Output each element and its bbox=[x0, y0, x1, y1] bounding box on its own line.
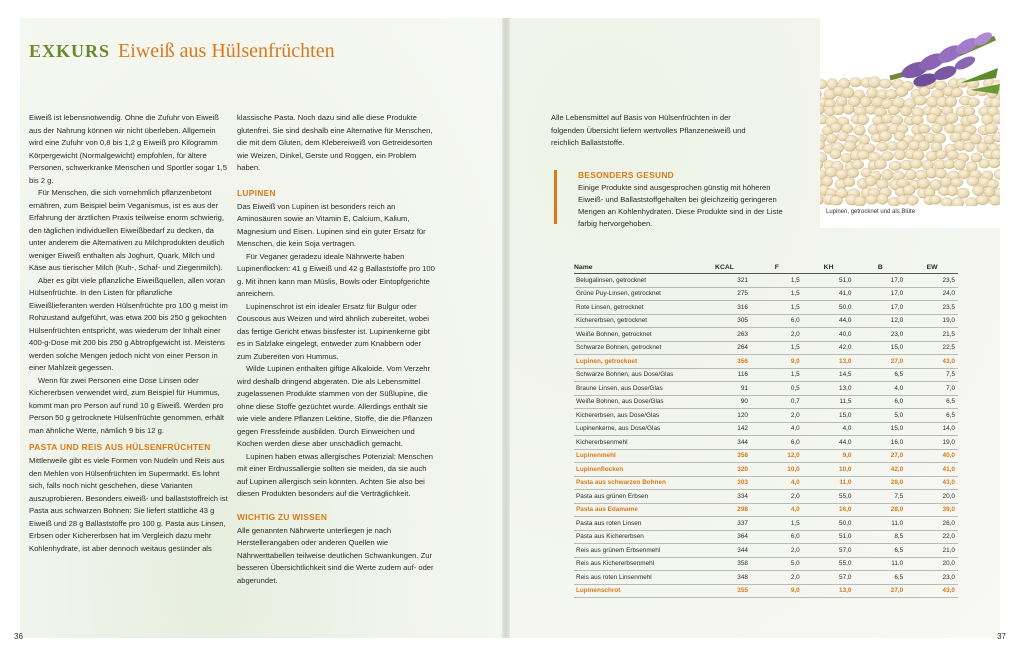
bean-shape bbox=[976, 195, 989, 205]
cell-ew: 20,0 bbox=[906, 557, 958, 571]
cell-name: Weiße Bohnen, getrocknet bbox=[574, 328, 698, 342]
cell-ew: 22,0 bbox=[906, 530, 958, 544]
bean-shape bbox=[945, 113, 958, 124]
cell-f: 2,0 bbox=[751, 409, 803, 423]
cell-b: 6,5 bbox=[854, 571, 906, 585]
bean-shape bbox=[865, 176, 877, 187]
cell-name: Grüne Puy-Linsen, getrocknet bbox=[574, 287, 698, 301]
cell-name: Kichererbsen, aus Dose/Glas bbox=[574, 409, 698, 423]
table-row bbox=[574, 436, 958, 450]
cell-b: 42,0 bbox=[854, 463, 906, 477]
bean-shape bbox=[853, 125, 865, 135]
bean-shape bbox=[903, 185, 915, 196]
bean-shape bbox=[900, 106, 911, 116]
cell-b: 28,0 bbox=[854, 476, 906, 490]
cell-kh: 11,0 bbox=[803, 476, 855, 490]
accent-bar bbox=[554, 170, 557, 224]
cell-b: 17,0 bbox=[854, 274, 906, 288]
cell-kcal: 337 bbox=[698, 517, 751, 531]
paragraph: klassische Pasta. Noch dazu sind alle diese Produkte glutenfrei. Sie sind deshalb eine Alternative für Menschen, die mit dem Gluten, dem Klebereiweiß von Getreidesorten wie Weizen, Dinkel, Gerste und Roggen, ein Problem haben. bbox=[237, 113, 433, 172]
cell-kcal: 142 bbox=[698, 422, 751, 436]
page-number-left: 36 bbox=[14, 632, 23, 641]
cell-f: 2,0 bbox=[751, 490, 803, 504]
paragraph: Eiweiß ist lebensnotwendig. Ohne die Zufuhr von Eiweiß aus der Nahrung können wir nicht überleben. Allgemein wird eine Zufuhr von 0,8 bis 1,2 g Eiweiß pro Kilogramm Körpergewicht (Normalgewicht) empfohlen, für ältere Personen, schwerkranke Menschen und Sportler sogar 1,5 bis 2 g. bbox=[29, 113, 227, 185]
bean-shape bbox=[882, 169, 894, 180]
bean-shape bbox=[985, 123, 998, 133]
cell-f: 5,0 bbox=[751, 557, 803, 571]
bean-shape bbox=[879, 79, 892, 88]
cell-f: 12,0 bbox=[751, 449, 803, 463]
paragraph: Lupinenschrot ist ein idealer Ersatz für Bulgur oder Couscous aus Weizen und wird ähnlich zubereitet, wobei das fertige Gericht etwas bissfester ist. Lupinenkerne gibt es in Salzlake eingelegt, entweder zum Knabbern oder zum Zubereiten von Hummus. bbox=[237, 301, 430, 361]
bean-shape bbox=[918, 141, 929, 151]
cell-name: Reis aus roten Linsenmehl bbox=[574, 571, 698, 585]
table-row bbox=[574, 463, 958, 477]
cell-kh: 4,0 bbox=[803, 422, 855, 436]
cell-ew: 26,0 bbox=[906, 517, 958, 531]
bean-shape bbox=[843, 104, 854, 114]
cell-ew: 19,0 bbox=[906, 436, 958, 450]
bean-shape bbox=[894, 149, 905, 160]
cell-f: 1,5 bbox=[751, 517, 803, 531]
cell-name: Pasta aus grünen Erbsen bbox=[574, 490, 698, 504]
cell-f: 10,0 bbox=[751, 463, 803, 477]
bean-shape bbox=[825, 167, 838, 177]
cell-b: 11,0 bbox=[854, 557, 906, 571]
cell-ew: 23,5 bbox=[906, 274, 958, 288]
cell-f: 1,5 bbox=[751, 341, 803, 355]
cell-b: 4,0 bbox=[854, 382, 906, 396]
cell-name: Lupinenschrot bbox=[574, 584, 698, 598]
lupine-photo bbox=[820, 18, 1000, 228]
cell-kh: 57,0 bbox=[803, 571, 855, 585]
cell-kh: 42,0 bbox=[803, 341, 855, 355]
cell-kh: 41,0 bbox=[803, 287, 855, 301]
bean-shape bbox=[931, 123, 942, 133]
bean-shape bbox=[919, 87, 930, 96]
cell-kh: 51,0 bbox=[803, 274, 855, 288]
paragraph: Aber es gibt viele pflanzliche Eiweißquellen, allen voran Hülsenfrüchte. In den Listen für pflanzliche Eiweißlieferanten werden Hülsenfrüchte pro 100 g meist im Rohzustand aufgeführt, was etwa 200 bis 250 g gekochten Hülsenfrüchten entspricht, was wiederum der Inhalt einer 400-g-Dose mit 200 bis 250 g Abtropfgewicht ist. Meistens werden solche Mengen jedoch nicht von einer Person in einer Mahlzeit gegessen. bbox=[29, 275, 228, 372]
text-column-3 bbox=[551, 112, 751, 150]
lupine-image bbox=[820, 18, 1000, 206]
cell-kh: 13,0 bbox=[803, 355, 855, 369]
table-row bbox=[574, 395, 958, 409]
bean-shape bbox=[956, 78, 968, 87]
cell-kcal: 356 bbox=[698, 355, 751, 369]
bean-shape bbox=[905, 169, 916, 180]
paragraph: Mittlerweile gibt es viele Formen von Nudeln und Reis aus den Mehlen von Hülsenfrüchten im Supermarkt. Es lohnt sich, falls noch nicht geschehen, diese Varianten auszuprobieren. Besonders eiweiß- und ballaststoffreich ist Pasta aus schwarzen Bohnen: Sie liefert stattliche 43 g Eiweiß und 28 g Ballaststoffe pro 100 g. Pasta aus Linsen, Erbsen oder Kichererbsen hat im Vergleich dazu mehr Kohlenhydrate, ist aber dennoch weitaus gesünder als bbox=[29, 456, 228, 553]
cell-kcal: 348 bbox=[698, 571, 751, 585]
bean-shape bbox=[951, 88, 962, 98]
cell-ew: 24,0 bbox=[906, 287, 958, 301]
cell-f: 2,0 bbox=[751, 571, 803, 585]
cell-name: Reis aus grünem Erbsenmehl bbox=[574, 544, 698, 558]
cell-name: Schwarze Bohnen, getrocknet bbox=[574, 341, 698, 355]
cell-name: Braune Linsen, aus Dose/Glas bbox=[574, 382, 698, 396]
callout-text: Einige Produkte sind ausgesprochen günstig mit höheren Eiweiß- und Ballaststoffgehalten bei gleichzeitig geringeren Mengen an Kohlenhydraten. Diese Produkte sind in der Liste farbig hervorgehoben. bbox=[578, 183, 783, 228]
cell-b: 27,0 bbox=[854, 584, 906, 598]
cell-kh: 10,0 bbox=[803, 463, 855, 477]
paragraph: Wilde Lupinen enthalten giftige Alkaloide. Vom Verzehr wird deshalb dringend abgeraten. Die als Lebensmittel zugelassenen Produkte stammen von der Süßlupine, die ohne diese Stoffe gezüchtet wurde. Allerdings enthält sie wie viele andere Pflanzen Lektine, Stoffe, die die Pflanzen gegen Fressfeinde ausbilden. Durch Einweichen und Kochen werden diese aber unschädlich gemacht. bbox=[237, 364, 433, 448]
page-number-right: 37 bbox=[997, 632, 1006, 641]
cell-kcal: 120 bbox=[698, 409, 751, 423]
cell-kcal: 305 bbox=[698, 314, 751, 328]
cell-kh: 50,0 bbox=[803, 517, 855, 531]
cell-name: Weiße Bohnen, aus Dose/Glas bbox=[574, 395, 698, 409]
bean-shape bbox=[936, 150, 947, 159]
cell-kh: 13,0 bbox=[803, 584, 855, 598]
cell-b: 27,0 bbox=[854, 449, 906, 463]
cell-name: Lupinenkerne, aus Dose/Glas bbox=[574, 422, 698, 436]
table-row bbox=[574, 476, 958, 490]
cell-ew: 21,0 bbox=[906, 544, 958, 558]
bean-shape bbox=[967, 176, 979, 185]
page-title bbox=[29, 40, 335, 63]
table-row bbox=[574, 449, 958, 463]
table-row bbox=[574, 422, 958, 436]
cell-kcal: 321 bbox=[698, 274, 751, 288]
bean-shape bbox=[844, 177, 855, 187]
cell-ew: 22,5 bbox=[906, 341, 958, 355]
cell-name: Kichererbsenmehl bbox=[574, 436, 698, 450]
bean-shape bbox=[968, 98, 980, 107]
paragraph: Wenn für zwei Personen eine Dose Linsen oder Kichererbsen verwendet wird, zum Beispiel für Hummus, kommt man pro Person auf rund 10 g Eiweiß. Werden pro Person 50 g getrocknete Hülsenfrüchte genommen, erhält man ähnliche Werte, nämlich 9 bis 12 g. bbox=[29, 375, 225, 435]
table-row bbox=[574, 355, 958, 369]
table-row bbox=[574, 571, 958, 585]
cell-ew: 43,0 bbox=[906, 584, 958, 598]
column-header: Name bbox=[574, 262, 698, 274]
cell-b: 11,0 bbox=[854, 517, 906, 531]
section-heading-pasta: PASTA UND REIS AUS HÜLSENFRÜCHTEN bbox=[29, 442, 211, 452]
cell-b: 15,0 bbox=[854, 422, 906, 436]
bean-shape bbox=[941, 197, 953, 206]
cell-kh: 40,0 bbox=[803, 328, 855, 342]
text-column-2 bbox=[237, 112, 437, 587]
cell-kh: 11,5 bbox=[803, 395, 855, 409]
paragraph: Das Eiweiß von Lupinen ist besonders reich an Aminosäuren sowie an Vitamin E, Calcium, Kalium, Magnesium und Eisen. Lupinen sind ein guter Ersatz für Menschen, die kein Soja vertragen. bbox=[237, 201, 426, 248]
cell-kcal: 320 bbox=[698, 463, 751, 477]
cell-kcal: 358 bbox=[698, 449, 751, 463]
bean-shape bbox=[910, 159, 923, 169]
cell-b: 23,0 bbox=[854, 328, 906, 342]
callout-heading: BESONDERS GESUND bbox=[578, 170, 675, 180]
cell-b: 17,0 bbox=[854, 287, 906, 301]
table-row bbox=[574, 517, 958, 531]
cell-f: 6,0 bbox=[751, 436, 803, 450]
cell-f: 9,0 bbox=[751, 355, 803, 369]
cell-b: 7,5 bbox=[854, 490, 906, 504]
bean-shape bbox=[877, 194, 888, 205]
cell-name: Lupinenmehl bbox=[574, 449, 698, 463]
bean-shape bbox=[876, 142, 888, 151]
bean-shape bbox=[947, 186, 958, 196]
cell-kh: 44,0 bbox=[803, 314, 855, 328]
cell-name: Kichererbsen, getrocknet bbox=[574, 314, 698, 328]
cell-name: Pasta aus roten Linsen bbox=[574, 517, 698, 531]
bean-shape bbox=[897, 141, 909, 151]
cell-b: 5,0 bbox=[854, 409, 906, 423]
bean-shape bbox=[989, 195, 1000, 205]
cell-b: 16,0 bbox=[854, 436, 906, 450]
cell-kcal: 116 bbox=[698, 368, 751, 382]
bean-shape bbox=[957, 188, 970, 198]
table-row bbox=[574, 584, 958, 598]
paragraph: Lupinen haben etwas allergisches Potenzial: Menschen mit einer Erdnussallergie sollten sie meiden, da sie auch auf Lupinen allergisch sein könnten. Achten Sie also bei diesen Produkten besonders auf die Verträglichkeit. bbox=[237, 451, 434, 498]
table-row bbox=[574, 301, 958, 315]
cell-kh: 51,0 bbox=[803, 530, 855, 544]
cell-f: 4,0 bbox=[751, 503, 803, 517]
cell-kh: 57,0 bbox=[803, 544, 855, 558]
bean-shape bbox=[852, 160, 864, 170]
bean-shape bbox=[888, 105, 900, 114]
cell-kh: 44,0 bbox=[803, 436, 855, 450]
title-text: Eiweiß aus Hülsenfrüchten bbox=[118, 40, 335, 62]
cell-kcal: 344 bbox=[698, 436, 751, 450]
cell-name: Lupinenflocken bbox=[574, 463, 698, 477]
cell-kh: 50,0 bbox=[803, 301, 855, 315]
cell-kcal: 364 bbox=[698, 530, 751, 544]
cell-ew: 7,5 bbox=[906, 368, 958, 382]
cell-kcal: 275 bbox=[698, 287, 751, 301]
cell-kcal: 298 bbox=[698, 503, 751, 517]
cell-b: 27,0 bbox=[854, 355, 906, 369]
cell-f: 9,0 bbox=[751, 584, 803, 598]
section-heading-lupinen: LUPINEN bbox=[237, 187, 276, 198]
table-row bbox=[574, 557, 958, 571]
cell-f: 2,0 bbox=[751, 544, 803, 558]
cell-kh: 13,0 bbox=[803, 382, 855, 396]
bean-shape bbox=[866, 87, 877, 98]
bean-shape bbox=[914, 95, 927, 105]
title-prefix: EXKURS bbox=[29, 41, 111, 61]
bean-shape bbox=[874, 159, 886, 169]
cell-name: Reis aus Kichererbsenmehl bbox=[574, 557, 698, 571]
cell-ew: 19,0 bbox=[906, 314, 958, 328]
cell-ew: 23,5 bbox=[906, 301, 958, 315]
paragraph: Für Veganer geradezu ideale Nährwerte haben Lupinenflocken: 41 g Eiweiß und 42 g Ballaststoffe pro 100 g. Mit ihnen kann man Müslis, Bowls oder Eintopfgerichte anreichern. bbox=[237, 251, 435, 298]
cell-ew: 39,0 bbox=[906, 503, 958, 517]
cell-name: Pasta aus schwarzen Bohnen bbox=[574, 476, 698, 490]
bean-shape bbox=[854, 196, 866, 206]
cell-kcal: 334 bbox=[698, 490, 751, 504]
bean-shape bbox=[879, 131, 891, 142]
table-row bbox=[574, 341, 958, 355]
column-header: EW bbox=[906, 262, 958, 274]
cell-kcal: 263 bbox=[698, 328, 751, 342]
cell-b: 6,5 bbox=[854, 544, 906, 558]
cell-b: 12,0 bbox=[854, 314, 906, 328]
cell-b: 8,5 bbox=[854, 530, 906, 544]
cell-f: 1,5 bbox=[751, 368, 803, 382]
paragraph: Für Menschen, die sich vornehmlich pflanzenbetont ernähren, zum Beispiel beim Veganismus, ist es aus der Erfahrung der ärztlichen Praxis teilweise enorm schwierig, den täglichen individuellen Eiweißbedarf zu decken, da unter anderem die Alternativen zu Milchprodukten deutlich weniger Eiweiß enthalten als Joghurt, Quark, Milch und Käse aus tierischer Milch (Kuh-, Schaf- und Ziegenmilch). bbox=[29, 188, 225, 272]
bean-shape bbox=[940, 177, 951, 187]
cell-name: Pasta aus Kichererbsen bbox=[574, 530, 698, 544]
table-row bbox=[574, 328, 958, 342]
bean-shape bbox=[830, 149, 841, 159]
table-row bbox=[574, 287, 958, 301]
bean-shape bbox=[895, 86, 907, 96]
column-header: F bbox=[751, 262, 803, 274]
cell-kcal: 355 bbox=[698, 584, 751, 598]
cell-f: 6,0 bbox=[751, 314, 803, 328]
nutrition-table bbox=[574, 262, 958, 598]
bean-shape bbox=[889, 161, 901, 170]
table-row bbox=[574, 490, 958, 504]
bean-shape bbox=[857, 114, 869, 125]
cell-name: Schwarze Bohnen, aus Dose/Glas bbox=[574, 368, 698, 382]
table-row bbox=[574, 503, 958, 517]
cell-f: 2,0 bbox=[751, 328, 803, 342]
cell-f: 1,5 bbox=[751, 274, 803, 288]
cell-kh: 55,0 bbox=[803, 557, 855, 571]
table-row bbox=[574, 530, 958, 544]
cell-kcal: 91 bbox=[698, 382, 751, 396]
cell-b: 15,0 bbox=[854, 341, 906, 355]
cell-b: 28,0 bbox=[854, 503, 906, 517]
cell-kcal: 264 bbox=[698, 341, 751, 355]
cell-kh: 14,5 bbox=[803, 368, 855, 382]
cell-ew: 43,0 bbox=[906, 355, 958, 369]
bean-shape bbox=[830, 123, 841, 133]
table-row bbox=[574, 368, 958, 382]
cell-kcal: 316 bbox=[698, 301, 751, 315]
cell-f: 4,0 bbox=[751, 422, 803, 436]
cell-ew: 40,0 bbox=[906, 449, 958, 463]
section-heading-wichtig: WICHTIG ZU WISSEN bbox=[237, 511, 328, 522]
cell-b: 17,0 bbox=[854, 301, 906, 315]
bean-shape bbox=[850, 78, 862, 87]
column-header: KH bbox=[803, 262, 855, 274]
bean-shape bbox=[833, 105, 845, 115]
text-column-1 bbox=[29, 112, 229, 555]
photo-caption: Lupinen, getrocknet und als Blüte bbox=[826, 209, 916, 215]
bean-shape bbox=[826, 134, 837, 144]
cell-kh: 55,0 bbox=[803, 490, 855, 504]
table-row bbox=[574, 382, 958, 396]
paragraph: Alle Lebensmittel auf Basis von Hülsenfrüchten in der folgenden Übersicht liefern wertvolles Pflanzeneiweiß und reichlich Ballaststoffe. bbox=[551, 113, 746, 147]
cell-kcal: 358 bbox=[698, 557, 751, 571]
book-gutter bbox=[502, 18, 510, 638]
cell-name: Lupinen, getrocknet bbox=[574, 355, 698, 369]
bean-shape bbox=[912, 115, 924, 124]
bean-shape bbox=[990, 97, 1000, 107]
bean-shape bbox=[857, 150, 870, 159]
cell-ew: 6,5 bbox=[906, 409, 958, 423]
bean-shape bbox=[929, 195, 941, 204]
cell-ew: 43,0 bbox=[906, 476, 958, 490]
table-row bbox=[574, 409, 958, 423]
bean-shape bbox=[917, 178, 930, 188]
bean-shape bbox=[945, 96, 957, 107]
cell-ew: 6,5 bbox=[906, 395, 958, 409]
bean-shape bbox=[972, 185, 984, 196]
cell-name: Belugalinsen, getrocknet bbox=[574, 274, 698, 288]
cell-ew: 20,0 bbox=[906, 490, 958, 504]
cell-f: 1,5 bbox=[751, 287, 803, 301]
bean-shape bbox=[830, 196, 843, 206]
cell-kh: 9,0 bbox=[803, 449, 855, 463]
paragraph: Alle genannten Nährwerte unterliegen je nach Herstellerangaben oder anderen Quellen wie Nährwerttabellen teilweise deutlichen Schwankungen. Zur besseren Übersichtlichkeit sind die Werte zudem auf- oder abgerundet. bbox=[237, 525, 434, 585]
cell-ew: 14,0 bbox=[906, 422, 958, 436]
table-header-row bbox=[574, 262, 958, 274]
bean-shape bbox=[907, 195, 918, 205]
cell-ew: 41,0 bbox=[906, 463, 958, 477]
bean-shape bbox=[935, 169, 946, 179]
cell-kh: 16,0 bbox=[803, 503, 855, 517]
column-header: KCAL bbox=[698, 262, 751, 274]
bean-shape bbox=[958, 170, 969, 179]
cell-ew: 23,0 bbox=[906, 571, 958, 585]
cell-f: 0,7 bbox=[751, 395, 803, 409]
cell-ew: 7,0 bbox=[906, 382, 958, 396]
highlight-box bbox=[554, 170, 786, 230]
cell-f: 0,5 bbox=[751, 382, 803, 396]
bean-shape bbox=[988, 158, 1000, 168]
cell-f: 4,0 bbox=[751, 476, 803, 490]
cell-kh: 15,0 bbox=[803, 409, 855, 423]
cell-name: Rote Linsen, getrocknet bbox=[574, 301, 698, 315]
cell-name: Pasta aus Edamame bbox=[574, 503, 698, 517]
cell-kcal: 344 bbox=[698, 544, 751, 558]
cell-b: 6,5 bbox=[854, 368, 906, 382]
column-header: B bbox=[854, 262, 906, 274]
bean-shape bbox=[963, 142, 974, 151]
bean-shape bbox=[954, 159, 966, 170]
cell-kcal: 303 bbox=[698, 476, 751, 490]
cell-f: 6,0 bbox=[751, 530, 803, 544]
bean-shape bbox=[967, 115, 979, 124]
cell-b: 6,0 bbox=[854, 395, 906, 409]
table-row bbox=[574, 544, 958, 558]
bean-shape bbox=[865, 195, 878, 204]
cell-f: 1,5 bbox=[751, 301, 803, 315]
table-row bbox=[574, 314, 958, 328]
cell-ew: 21,5 bbox=[906, 328, 958, 342]
bean-shape bbox=[847, 168, 859, 178]
bean-shape bbox=[918, 124, 931, 133]
table-row bbox=[574, 274, 958, 288]
cell-kcal: 90 bbox=[698, 395, 751, 409]
